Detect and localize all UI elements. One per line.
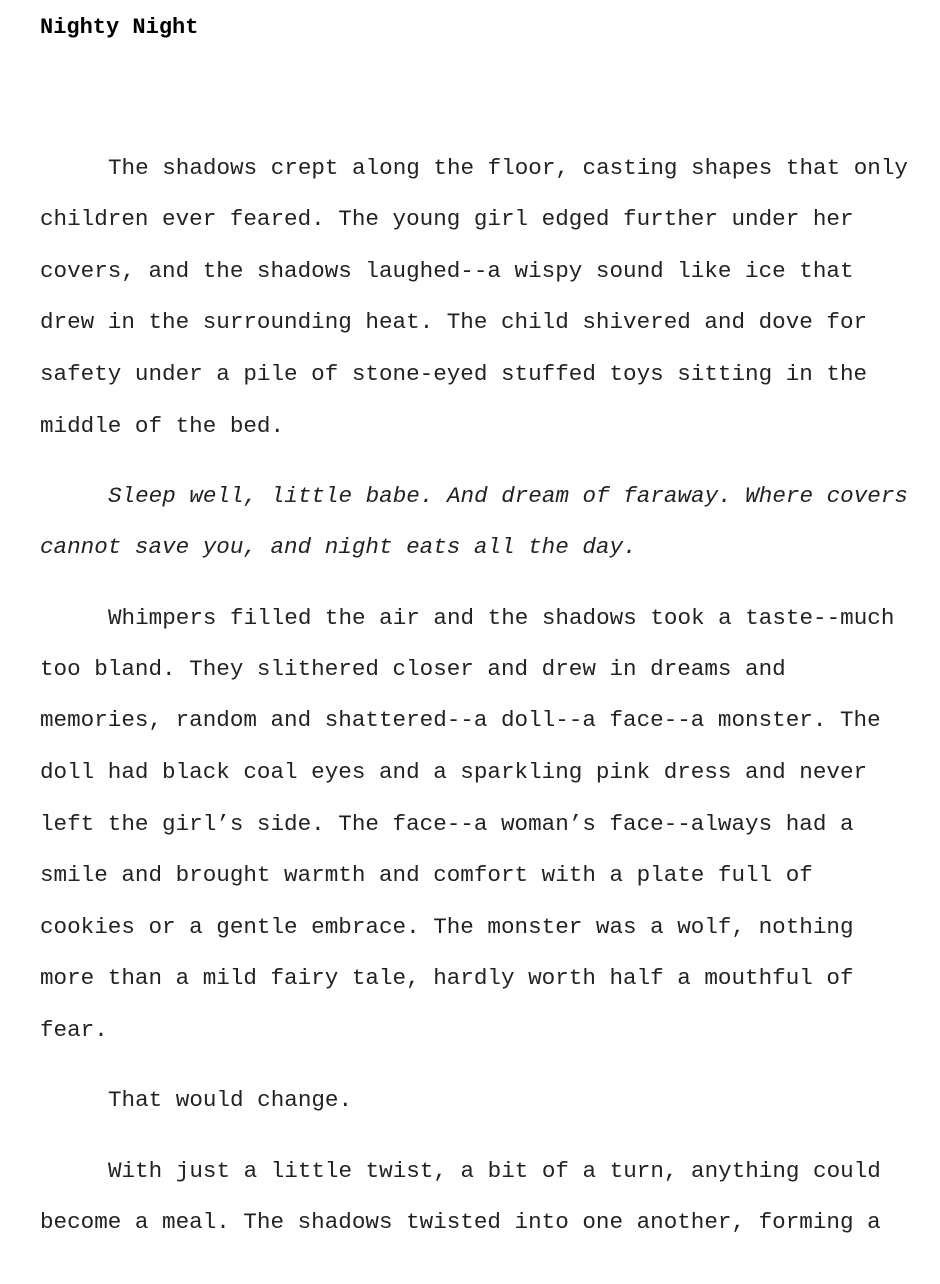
text-line: The shadows crept along the floor, casting shapes that only — [108, 155, 908, 181]
text-line: too bland. They slithered closer and drew in dreams and — [40, 656, 786, 682]
verse-line: cannot save you, and night eats all the day. — [40, 534, 637, 560]
document-title: Nighty Night — [40, 15, 199, 40]
text-line: covers, and the shadows laughed--a wispy sound like ice that — [40, 258, 854, 284]
text-line: become a meal. The shadows twisted into one another, forming a — [40, 1209, 881, 1235]
text-line: memories, random and shattered--a doll--a face--a monster. The — [40, 707, 881, 733]
text-line: drew in the surrounding heat. The child shivered and dove for — [40, 309, 868, 335]
text-line: Whimpers filled the air and the shadows took a taste--much — [108, 605, 895, 631]
text-line: middle of the bed. — [40, 413, 285, 439]
text-line: safety under a pile of stone-eyed stuffed toys sitting in the — [40, 361, 868, 387]
text-line: With just a little twist, a bit of a turn, anything could — [108, 1158, 881, 1184]
text-line: left the girl’s side. The face--a woman’s face--always had a — [40, 811, 854, 837]
text-line: fear. — [40, 1017, 108, 1043]
text-line: smile and brought warmth and comfort with a plate full of — [40, 862, 813, 888]
text-line: children ever feared. The young girl edged further under her — [40, 206, 854, 232]
text-line: doll had black coal eyes and a sparkling pink dress and never — [40, 759, 868, 785]
text-line: That would change. — [108, 1087, 353, 1113]
verse-line: Sleep well, little babe. And dream of faraway. Where covers — [108, 483, 908, 509]
text-line: cookies or a gentle embrace. The monster was a wolf, nothing — [40, 914, 854, 940]
text-line: more than a mild fairy tale, hardly worth half a mouthful of — [40, 965, 854, 991]
